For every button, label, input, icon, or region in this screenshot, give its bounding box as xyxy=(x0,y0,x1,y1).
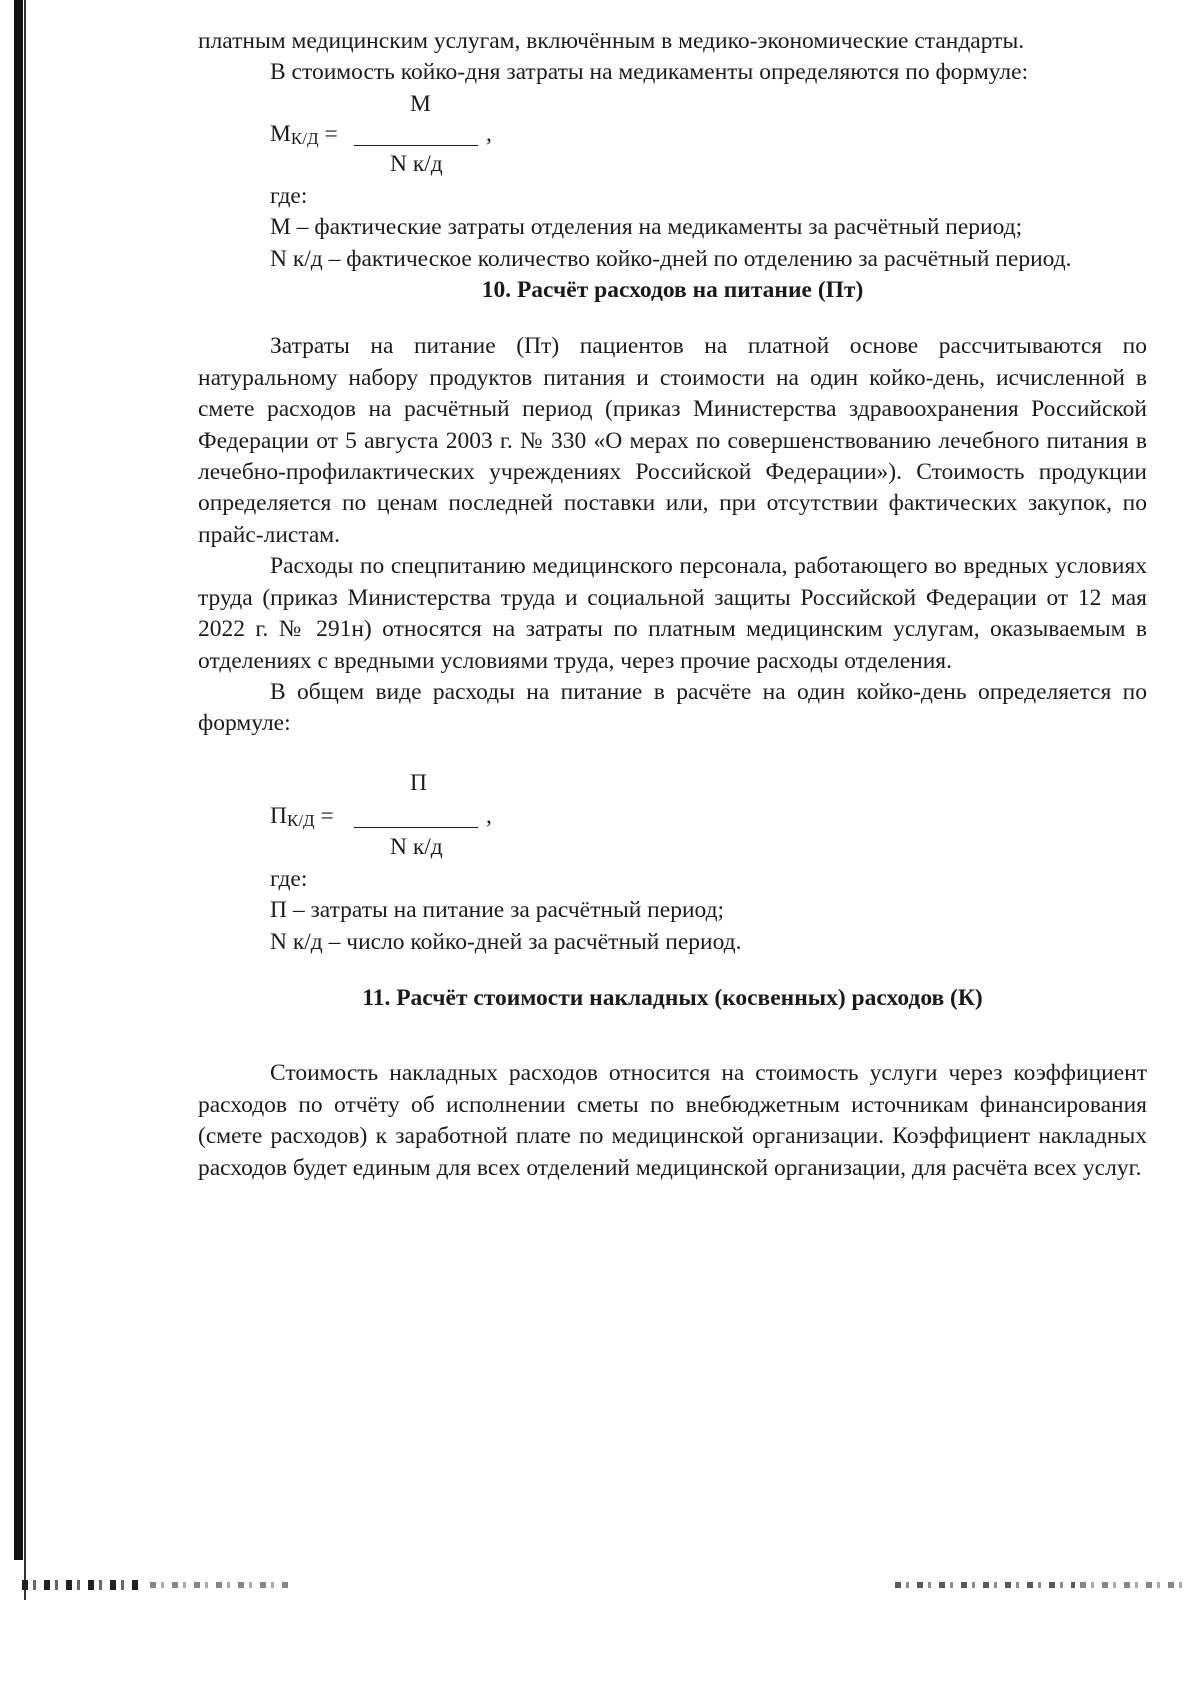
formula-meds xyxy=(270,89,1147,181)
definition-m: М – фактические затраты отделения на медикаменты за расчётный период; xyxy=(270,214,1023,241)
formula-comma: , xyxy=(486,802,492,829)
formula-numerator: П xyxy=(410,769,427,796)
definition-n: N к/д – фактическое количество койко-дней по отделению за расчётный период. xyxy=(270,245,1072,272)
paragraph-special-food: Расходы по спецпитанию медицинского персонала, работающего во вредных условиях труда (приказ Министерства труда и социальной защиты Российской Федерации от 12 мая 2022 г. № 291н) относятся на затраты по платным медицинским услугам, оказываемым в отделениях с вредными условиями труда, через прочие расходы отделения. xyxy=(198,553,1147,674)
scan-noise xyxy=(22,1580,142,1590)
paragraph-food-formula-intro: В общем виде расходы на питание в расчёте на один койко-день определяется по формуле: xyxy=(198,678,1147,737)
formula-denominator: N к/д xyxy=(390,150,443,177)
definition-n: N к/д – число койко-дней за расчётный период. xyxy=(270,928,742,955)
scan-noise xyxy=(895,1582,1075,1588)
paragraph-food-costs: Затраты на питание (Пт) пациентов на платной основе рассчитываются по натуральному набору продуктов питания и стоимости на один койко-день, исчисленной в смете расходов на расчётный период (приказ Министерства здравоохранения Российской Федерации от 5 августа 2003 г. № 330 «О мерах по совершенствованию лечебного питания в лечебно-профилактических учреждениях Российской Федерации»). Стоимость продукции определяется по ценам последней поставки или, при отсутствии фактических закупок, по прайс-листам. xyxy=(198,333,1147,548)
formula-lhs: $П_{К/Д}$ = xyxy=(270,802,334,830)
scan-noise xyxy=(150,1582,290,1588)
section-heading-11: 11. Расчёт стоимости накладных (косвенных) расходов (К) xyxy=(362,984,983,1011)
formula-lhs: $М_{К/Д}$ = xyxy=(270,120,338,148)
formula-numerator: М xyxy=(410,90,431,117)
paragraph-overhead: Стоимость накладных расходов относится на стоимость услуги через коэффициент расходов по отчёту об исполнении сметы по внебюджетным источникам финансирования (смете расходов) к заработной плате по медицинской организации. Коэффициент накладных расходов будет единым для всех отделений медицинской организации, для расчёта всех услуг. xyxy=(198,1060,1147,1181)
where-label: где: xyxy=(270,865,308,892)
document-page xyxy=(198,26,1147,1184)
scan-noise xyxy=(1080,1582,1190,1588)
where-label: где: xyxy=(270,182,308,209)
paragraph-continuation: платным медицинским услугам, включённым в медико-экономические стандарты. xyxy=(198,28,1025,54)
scan-left-edge xyxy=(14,0,23,1560)
section-heading-10: 10. Расчёт расходов на питание (Пт) xyxy=(481,277,864,304)
paragraph-meds-formula-intro: В стоимость койко-дня затраты на медикаменты определяются по формуле: xyxy=(270,59,1029,86)
formula-food xyxy=(270,768,1147,864)
formula-denominator: N к/д xyxy=(390,833,443,860)
formula-comma: , xyxy=(486,120,492,147)
fraction-bar xyxy=(354,145,478,146)
fraction-bar xyxy=(354,827,478,828)
definition-p: П – затраты на питание за расчётный период; xyxy=(270,897,725,924)
scan-left-edge-line xyxy=(24,0,26,1600)
